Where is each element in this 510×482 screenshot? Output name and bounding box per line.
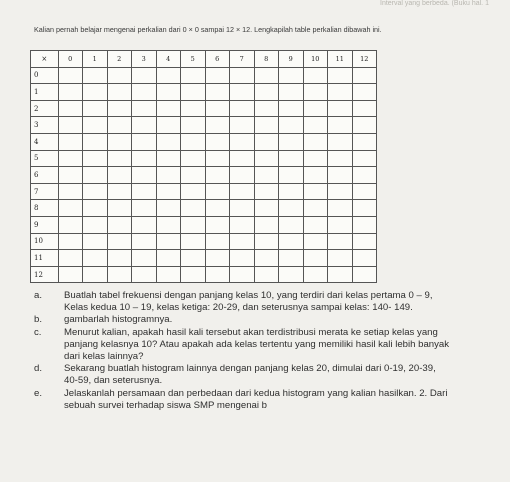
col-header: 1 xyxy=(83,51,108,68)
row-header: 7 xyxy=(31,183,59,200)
row-header: 9 xyxy=(31,216,59,233)
empty-cell[interactable] xyxy=(205,117,230,134)
empty-cell[interactable] xyxy=(328,133,353,150)
empty-cell[interactable] xyxy=(156,117,181,134)
empty-cell[interactable] xyxy=(254,200,279,217)
table-row xyxy=(31,133,377,150)
row-header: 3 xyxy=(31,117,59,134)
empty-cell[interactable] xyxy=(181,167,206,184)
empty-cell[interactable] xyxy=(58,117,83,134)
empty-cell[interactable] xyxy=(328,233,353,250)
col-header: 11 xyxy=(328,51,353,68)
col-header: 10 xyxy=(303,51,328,68)
empty-cell[interactable] xyxy=(156,67,181,84)
empty-cell[interactable] xyxy=(303,117,328,134)
empty-cell[interactable] xyxy=(254,100,279,117)
empty-cell[interactable] xyxy=(181,150,206,167)
empty-cell[interactable] xyxy=(107,266,132,283)
question-c xyxy=(34,327,496,364)
empty-cell[interactable] xyxy=(279,150,304,167)
empty-cell[interactable] xyxy=(254,133,279,150)
empty-cell[interactable] xyxy=(230,266,255,283)
question-line: Sekarang buatlah histogram lainnya dengan panjang kelas 20, dimulai dari 0-19, 20-39, xyxy=(64,363,436,375)
empty-cell[interactable] xyxy=(156,216,181,233)
empty-cell[interactable] xyxy=(83,100,108,117)
row-header: 8 xyxy=(31,200,59,217)
question-a xyxy=(34,290,496,314)
empty-cell[interactable] xyxy=(58,200,83,217)
empty-cell[interactable] xyxy=(132,67,157,84)
empty-cell[interactable] xyxy=(132,200,157,217)
question-b xyxy=(34,314,496,326)
empty-cell[interactable] xyxy=(230,133,255,150)
empty-cell[interactable] xyxy=(279,266,304,283)
empty-cell[interactable] xyxy=(181,117,206,134)
empty-cell[interactable] xyxy=(107,100,132,117)
empty-cell[interactable] xyxy=(58,266,83,283)
empty-cell[interactable] xyxy=(254,167,279,184)
question-e xyxy=(34,388,496,412)
empty-cell[interactable] xyxy=(83,133,108,150)
empty-cell[interactable] xyxy=(279,250,304,267)
question-line: Menurut kalian, apakah hasil kali tersebut akan terdistribusi merata ke setiap kelas yang xyxy=(64,326,438,338)
empty-cell[interactable] xyxy=(352,216,377,233)
empty-cell[interactable] xyxy=(205,216,230,233)
empty-cell[interactable] xyxy=(254,150,279,167)
empty-cell[interactable] xyxy=(328,250,353,267)
empty-cell[interactable] xyxy=(58,250,83,267)
empty-cell[interactable] xyxy=(352,117,377,134)
row-header: 4 xyxy=(31,133,59,150)
empty-cell[interactable] xyxy=(132,150,157,167)
question-line: panjang kelasnya 10? Atau apakah ada kelas tertentu yang memiliki hasil kali lebih banyak xyxy=(64,338,450,350)
empty-cell[interactable] xyxy=(107,233,132,250)
empty-cell[interactable] xyxy=(181,266,206,283)
question-line: dari kelas lainnya? xyxy=(64,351,144,363)
empty-cell[interactable] xyxy=(58,67,83,84)
empty-cell[interactable] xyxy=(303,233,328,250)
empty-cell[interactable] xyxy=(230,167,255,184)
empty-cell[interactable] xyxy=(132,250,157,267)
empty-cell[interactable] xyxy=(156,150,181,167)
col-header: 7 xyxy=(230,51,255,68)
empty-cell[interactable] xyxy=(328,200,353,217)
empty-cell[interactable] xyxy=(181,133,206,150)
empty-cell[interactable] xyxy=(156,133,181,150)
empty-cell[interactable] xyxy=(230,200,255,217)
empty-cell[interactable] xyxy=(230,84,255,101)
empty-cell[interactable] xyxy=(205,167,230,184)
empty-cell[interactable] xyxy=(205,133,230,150)
empty-cell[interactable] xyxy=(132,167,157,184)
empty-cell[interactable] xyxy=(205,183,230,200)
empty-cell[interactable] xyxy=(107,216,132,233)
empty-cell[interactable] xyxy=(83,117,108,134)
empty-cell[interactable] xyxy=(156,200,181,217)
table-row xyxy=(31,250,377,267)
empty-cell[interactable] xyxy=(83,67,108,84)
empty-cell[interactable] xyxy=(230,67,255,84)
empty-cell[interactable] xyxy=(205,150,230,167)
empty-cell[interactable] xyxy=(58,133,83,150)
empty-cell[interactable] xyxy=(58,167,83,184)
empty-cell[interactable] xyxy=(279,117,304,134)
empty-cell[interactable] xyxy=(132,133,157,150)
empty-cell[interactable] xyxy=(303,266,328,283)
empty-cell[interactable] xyxy=(352,200,377,217)
row-header: 6 xyxy=(31,167,59,184)
col-header: 2 xyxy=(107,51,132,68)
empty-cell[interactable] xyxy=(132,84,157,101)
question-label: d. xyxy=(34,363,43,375)
empty-cell[interactable] xyxy=(230,183,255,200)
empty-cell[interactable] xyxy=(181,233,206,250)
empty-cell[interactable] xyxy=(254,67,279,84)
empty-cell[interactable] xyxy=(230,250,255,267)
empty-cell[interactable] xyxy=(303,150,328,167)
table-row xyxy=(31,266,377,283)
col-header: 8 xyxy=(254,51,279,68)
col-header: 9 xyxy=(279,51,304,68)
empty-cell[interactable] xyxy=(58,100,83,117)
empty-cell[interactable] xyxy=(58,183,83,200)
empty-cell[interactable] xyxy=(181,84,206,101)
empty-cell[interactable] xyxy=(83,200,108,217)
empty-cell[interactable] xyxy=(352,150,377,167)
row-header: 10 xyxy=(31,233,59,250)
empty-cell[interactable] xyxy=(279,216,304,233)
empty-cell[interactable] xyxy=(303,183,328,200)
empty-cell[interactable] xyxy=(254,266,279,283)
empty-cell[interactable] xyxy=(303,84,328,101)
col-header: 6 xyxy=(205,51,230,68)
empty-cell[interactable] xyxy=(279,167,304,184)
empty-cell[interactable] xyxy=(328,183,353,200)
empty-cell[interactable] xyxy=(107,183,132,200)
question-line: 40-59, dan seterusnya. xyxy=(64,375,163,387)
empty-cell[interactable] xyxy=(303,67,328,84)
col-header: 3 xyxy=(132,51,157,68)
empty-cell[interactable] xyxy=(303,250,328,267)
empty-cell[interactable] xyxy=(303,100,328,117)
empty-cell[interactable] xyxy=(132,183,157,200)
corner-cell: × xyxy=(31,51,59,68)
empty-cell[interactable] xyxy=(279,67,304,84)
empty-cell[interactable] xyxy=(205,67,230,84)
empty-cell[interactable] xyxy=(156,100,181,117)
table-row xyxy=(31,216,377,233)
empty-cell[interactable] xyxy=(254,233,279,250)
empty-cell[interactable] xyxy=(132,117,157,134)
empty-cell[interactable] xyxy=(107,84,132,101)
empty-cell[interactable] xyxy=(107,133,132,150)
empty-cell[interactable] xyxy=(352,250,377,267)
empty-cell[interactable] xyxy=(58,84,83,101)
empty-cell[interactable] xyxy=(181,200,206,217)
multiplication-table xyxy=(30,50,377,283)
empty-cell[interactable] xyxy=(107,67,132,84)
empty-cell[interactable] xyxy=(352,167,377,184)
empty-cell[interactable] xyxy=(205,100,230,117)
table-row xyxy=(31,117,377,134)
empty-cell[interactable] xyxy=(58,216,83,233)
empty-cell[interactable] xyxy=(230,100,255,117)
empty-cell[interactable] xyxy=(352,67,377,84)
table-row xyxy=(31,67,377,84)
question-list xyxy=(34,290,496,412)
empty-cell[interactable] xyxy=(132,216,157,233)
header-row xyxy=(31,51,377,68)
empty-cell[interactable] xyxy=(83,233,108,250)
empty-cell[interactable] xyxy=(303,133,328,150)
question-label: b. xyxy=(34,314,43,326)
empty-cell[interactable] xyxy=(352,183,377,200)
empty-cell[interactable] xyxy=(303,216,328,233)
empty-cell[interactable] xyxy=(83,183,108,200)
empty-cell[interactable] xyxy=(156,266,181,283)
empty-cell[interactable] xyxy=(328,266,353,283)
row-header: 5 xyxy=(31,150,59,167)
empty-cell[interactable] xyxy=(83,84,108,101)
intro-text: Kalian pernah belajar mengenai perkalian dari 0 × 0 sampai 12 × 12. Lengkapilah table perkalian dibawah ini. xyxy=(34,25,382,34)
empty-cell[interactable] xyxy=(254,250,279,267)
empty-cell[interactable] xyxy=(328,117,353,134)
empty-cell[interactable] xyxy=(156,183,181,200)
question-label: c. xyxy=(34,326,42,338)
table-row xyxy=(31,150,377,167)
empty-cell[interactable] xyxy=(107,200,132,217)
empty-cell[interactable] xyxy=(303,167,328,184)
table-row xyxy=(31,167,377,184)
table-row xyxy=(31,233,377,250)
empty-cell[interactable] xyxy=(303,200,328,217)
empty-cell[interactable] xyxy=(181,67,206,84)
table-row xyxy=(31,183,377,200)
empty-cell[interactable] xyxy=(83,167,108,184)
empty-cell[interactable] xyxy=(181,100,206,117)
col-header: 12 xyxy=(352,51,377,68)
row-header: 0 xyxy=(31,67,59,84)
table-row xyxy=(31,84,377,101)
empty-cell[interactable] xyxy=(328,167,353,184)
question-line: Buatlah tabel frekuensi dengan panjang kelas 10, yang terdiri dari kelas pertama 0 – 9, xyxy=(64,290,433,301)
empty-cell[interactable] xyxy=(254,117,279,134)
question-label: a. xyxy=(34,290,43,301)
empty-cell[interactable] xyxy=(156,167,181,184)
empty-cell[interactable] xyxy=(254,183,279,200)
row-header: 11 xyxy=(31,250,59,267)
question-line: Jelaskanlah persamaan dan perbedaan dari kedua histogram yang kalian hasilkan. 2. Dari xyxy=(64,387,448,399)
empty-cell[interactable] xyxy=(58,150,83,167)
empty-cell[interactable] xyxy=(230,117,255,134)
row-header: 2 xyxy=(31,100,59,117)
empty-cell[interactable] xyxy=(352,233,377,250)
empty-cell[interactable] xyxy=(328,84,353,101)
empty-cell[interactable] xyxy=(254,216,279,233)
empty-cell[interactable] xyxy=(205,200,230,217)
empty-cell[interactable] xyxy=(205,84,230,101)
empty-cell[interactable] xyxy=(279,133,304,150)
header-fragment: Interval yang berbeda. (Buku hal. 1 xyxy=(380,0,489,7)
empty-cell[interactable] xyxy=(156,84,181,101)
col-header: 4 xyxy=(156,51,181,68)
empty-cell[interactable] xyxy=(352,266,377,283)
empty-cell[interactable] xyxy=(107,250,132,267)
question-label: e. xyxy=(34,387,43,399)
empty-cell[interactable] xyxy=(230,150,255,167)
empty-cell[interactable] xyxy=(83,216,108,233)
table-row xyxy=(31,200,377,217)
empty-cell[interactable] xyxy=(230,216,255,233)
col-header: 5 xyxy=(181,51,206,68)
empty-cell[interactable] xyxy=(107,167,132,184)
empty-cell[interactable] xyxy=(205,250,230,267)
empty-cell[interactable] xyxy=(205,233,230,250)
row-header: 12 xyxy=(31,266,59,283)
empty-cell[interactable] xyxy=(279,84,304,101)
empty-cell[interactable] xyxy=(181,250,206,267)
empty-cell[interactable] xyxy=(279,233,304,250)
empty-cell[interactable] xyxy=(279,200,304,217)
empty-cell[interactable] xyxy=(132,233,157,250)
empty-cell[interactable] xyxy=(279,100,304,117)
empty-cell[interactable] xyxy=(107,117,132,134)
empty-cell[interactable] xyxy=(279,183,304,200)
empty-cell[interactable] xyxy=(352,100,377,117)
empty-cell[interactable] xyxy=(230,233,255,250)
empty-cell[interactable] xyxy=(132,100,157,117)
question-line: Kelas kedua 10 – 19, kelas ketiga: 20-29, dan seterusnya sampai kelas: 140- 149. xyxy=(64,302,413,314)
empty-cell[interactable] xyxy=(83,266,108,283)
empty-cell[interactable] xyxy=(352,84,377,101)
empty-cell[interactable] xyxy=(181,183,206,200)
empty-cell[interactable] xyxy=(107,150,132,167)
empty-cell[interactable] xyxy=(328,100,353,117)
row-header: 1 xyxy=(31,84,59,101)
empty-cell[interactable] xyxy=(181,216,206,233)
question-d xyxy=(34,363,496,387)
col-header: 0 xyxy=(58,51,83,68)
empty-cell[interactable] xyxy=(352,133,377,150)
empty-cell[interactable] xyxy=(58,233,83,250)
empty-cell[interactable] xyxy=(205,266,230,283)
question-line: sebuah survei terhadap siswa SMP mengenai b xyxy=(64,399,268,411)
empty-cell[interactable] xyxy=(132,266,157,283)
empty-cell[interactable] xyxy=(328,216,353,233)
question-line: gambarlah histogramnya. xyxy=(64,314,173,326)
empty-cell[interactable] xyxy=(156,250,181,267)
empty-cell[interactable] xyxy=(328,150,353,167)
empty-cell[interactable] xyxy=(156,233,181,250)
empty-cell[interactable] xyxy=(83,150,108,167)
empty-cell[interactable] xyxy=(328,67,353,84)
table-row xyxy=(31,100,377,117)
empty-cell[interactable] xyxy=(83,250,108,267)
empty-cell[interactable] xyxy=(254,84,279,101)
